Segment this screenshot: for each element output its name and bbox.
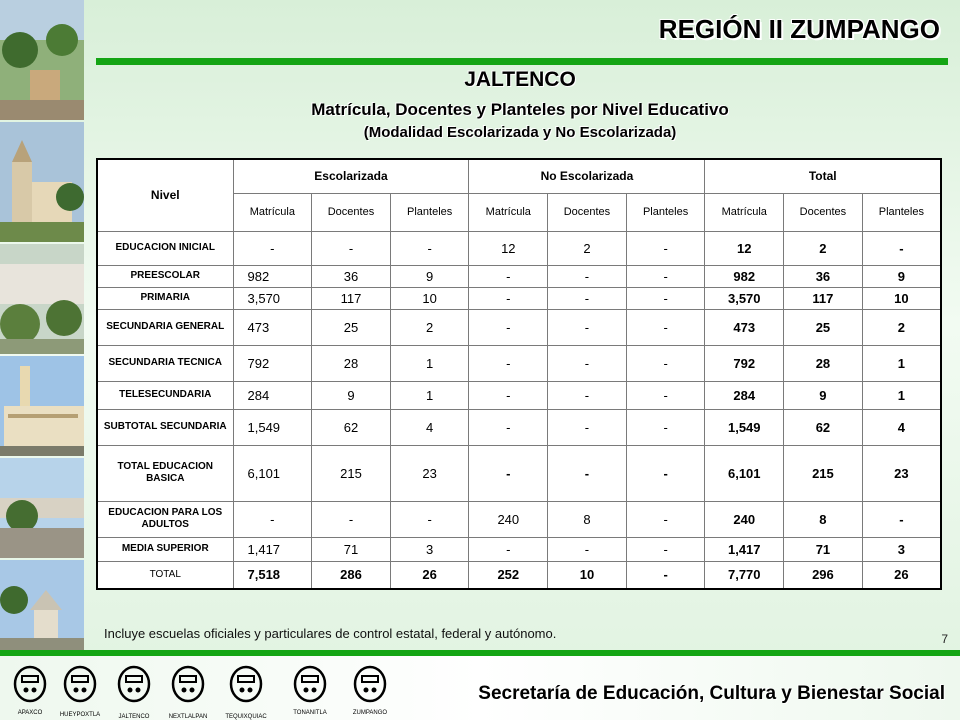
- value-cell: -: [548, 445, 627, 501]
- glyph-label: JALTENCO: [118, 714, 150, 720]
- value-cell: 71: [312, 537, 391, 561]
- glyph-label: NEXTLALPAN: [168, 714, 208, 720]
- group-header-escolarizada: Escolarizada: [233, 159, 469, 193]
- secretaria-name: Secretaría de Educación, Cultura y Bienestar Social: [478, 683, 945, 704]
- value-cell: 296: [784, 561, 863, 589]
- value-cell: 792: [233, 345, 312, 381]
- subheader: Matrícula: [469, 193, 548, 231]
- value-cell: -: [862, 231, 941, 265]
- value-cell: -: [626, 345, 705, 381]
- value-cell: 3,570: [705, 287, 784, 309]
- subheader: Matrícula: [233, 193, 312, 231]
- photo-strip: [0, 0, 84, 652]
- value-cell: 62: [312, 409, 391, 445]
- table-row: [97, 409, 941, 445]
- table-row: [97, 445, 941, 501]
- nivel-cell: SECUNDARIA GENERAL: [97, 309, 233, 345]
- value-cell: -: [626, 501, 705, 537]
- value-cell: -: [626, 381, 705, 409]
- value-cell: 1,417: [233, 537, 312, 561]
- glyph-icon-apaxco: [10, 662, 50, 704]
- value-cell: -: [626, 561, 705, 589]
- value-cell: -: [626, 231, 705, 265]
- nivel-cell: EDUCACION PARA LOS ADULTOS: [97, 501, 233, 537]
- value-cell: 1,549: [705, 409, 784, 445]
- value-cell: 7,518: [233, 561, 312, 589]
- table-row: [97, 501, 941, 537]
- subheader: Planteles: [626, 193, 705, 231]
- value-cell: -: [626, 409, 705, 445]
- value-cell: 12: [469, 231, 548, 265]
- value-cell: 240: [469, 501, 548, 537]
- table-row: [97, 265, 941, 287]
- region-title: REGIÓN II ZUMPANGO: [658, 14, 940, 44]
- value-cell: 117: [784, 287, 863, 309]
- glyph-icon-hueypoxtla: [60, 662, 100, 704]
- value-cell: 10: [862, 287, 941, 309]
- value-cell: -: [312, 501, 391, 537]
- table-row: [97, 345, 941, 381]
- value-cell: 25: [312, 309, 391, 345]
- value-cell: 473: [233, 309, 312, 345]
- subheader: Docentes: [312, 193, 391, 231]
- glyph-icon-jaltenco: [114, 662, 154, 704]
- page-title: Matrícula, Docentes y Planteles por Nivel Educativo: [311, 100, 729, 119]
- value-cell: -: [548, 345, 627, 381]
- value-cell: -: [626, 537, 705, 561]
- subheader: Planteles: [390, 193, 469, 231]
- value-cell: 215: [784, 445, 863, 501]
- value-cell: 117: [312, 287, 391, 309]
- value-cell: 4: [390, 409, 469, 445]
- glyph-label: APAXCO: [17, 710, 43, 716]
- value-cell: -: [469, 309, 548, 345]
- value-cell: 473: [705, 309, 784, 345]
- value-cell: 1: [862, 345, 941, 381]
- value-cell: 8: [784, 501, 863, 537]
- table-row: [97, 537, 941, 561]
- value-cell: 240: [705, 501, 784, 537]
- park-photo: [0, 244, 84, 354]
- value-cell: 28: [784, 345, 863, 381]
- nivel-cell: MEDIA SUPERIOR: [97, 537, 233, 561]
- page-number: 7: [941, 632, 948, 646]
- group-header-total: Total: [705, 159, 941, 193]
- value-cell: 2: [784, 231, 863, 265]
- value-cell: 792: [705, 345, 784, 381]
- value-cell: 8: [548, 501, 627, 537]
- value-cell: 62: [784, 409, 863, 445]
- value-cell: 23: [390, 445, 469, 501]
- glyph-label: TONANITLA: [293, 710, 327, 716]
- table-body: [97, 231, 941, 589]
- nivel-cell: SECUNDARIA TECNICA: [97, 345, 233, 381]
- value-cell: 982: [233, 265, 312, 287]
- subheader: Matrícula: [705, 193, 784, 231]
- value-cell: 25: [784, 309, 863, 345]
- value-cell: 6,101: [233, 445, 312, 501]
- value-cell: 1: [390, 381, 469, 409]
- nivel-cell: PRIMARIA: [97, 287, 233, 309]
- glyph-label: HUEYPOXTLA: [59, 712, 101, 718]
- table-row: [97, 231, 941, 265]
- value-cell: -: [233, 501, 312, 537]
- value-cell: -: [469, 409, 548, 445]
- value-cell: 284: [233, 381, 312, 409]
- table-row: [97, 287, 941, 309]
- value-cell: 982: [705, 265, 784, 287]
- value-cell: -: [626, 445, 705, 501]
- value-cell: -: [390, 501, 469, 537]
- value-cell: -: [548, 287, 627, 309]
- glyph-label: TEQUIXQUIAC: [225, 714, 267, 720]
- plaza-photo: [0, 0, 84, 120]
- value-cell: 26: [862, 561, 941, 589]
- value-cell: -: [548, 409, 627, 445]
- church-photo: [0, 122, 84, 242]
- value-cell: -: [469, 287, 548, 309]
- glyph-icon-nextlalpan: [168, 662, 208, 704]
- value-cell: 7,770: [705, 561, 784, 589]
- glyph-label: ZUMPANGO: [352, 710, 388, 716]
- nivel-cell: TOTAL EDUCACION BASICA: [97, 445, 233, 501]
- value-cell: -: [548, 309, 627, 345]
- table-row: [97, 381, 941, 409]
- value-cell: 10: [390, 287, 469, 309]
- subheader: Planteles: [862, 193, 941, 231]
- glyph-icon-zumpango: [350, 662, 390, 704]
- municipio-title: JALTENCO: [464, 68, 576, 91]
- value-cell: 36: [312, 265, 391, 287]
- value-cell: 26: [390, 561, 469, 589]
- value-cell: -: [548, 265, 627, 287]
- value-cell: 9: [312, 381, 391, 409]
- value-cell: 9: [862, 265, 941, 287]
- value-cell: 71: [784, 537, 863, 561]
- group-header-no-escolarizada: No Escolarizada: [469, 159, 705, 193]
- value-cell: -: [626, 287, 705, 309]
- value-cell: 284: [705, 381, 784, 409]
- table-row: [97, 561, 941, 589]
- value-cell: 1,417: [705, 537, 784, 561]
- nivel-header: Nivel: [97, 159, 233, 231]
- page-subtitle: (Modalidad Escolarizada y No Escolarizada): [363, 124, 677, 141]
- value-cell: 215: [312, 445, 391, 501]
- value-cell: 12: [705, 231, 784, 265]
- value-cell: 28: [312, 345, 391, 381]
- value-cell: 10: [548, 561, 627, 589]
- value-cell: 2: [862, 309, 941, 345]
- glyph-icon-tequixquiac: [226, 662, 266, 704]
- palace-photo: [0, 356, 84, 456]
- value-cell: 9: [390, 265, 469, 287]
- value-cell: 2: [548, 231, 627, 265]
- value-cell: -: [626, 309, 705, 345]
- nivel-cell: TOTAL: [97, 561, 233, 589]
- table-row: [97, 309, 941, 345]
- value-cell: 6,101: [705, 445, 784, 501]
- value-cell: -: [469, 445, 548, 501]
- value-cell: 4: [862, 409, 941, 445]
- glyph-icon-tonanitla: [290, 662, 330, 704]
- subheader: Docentes: [784, 193, 863, 231]
- value-cell: 9: [784, 381, 863, 409]
- value-cell: 1: [862, 381, 941, 409]
- street-photo: [0, 458, 84, 558]
- value-cell: 3: [390, 537, 469, 561]
- footnote: Incluye escuelas oficiales y particulares de control estatal, federal y autónomo.: [104, 626, 557, 641]
- value-cell: -: [469, 381, 548, 409]
- value-cell: -: [312, 231, 391, 265]
- kiosk-photo: [0, 560, 84, 652]
- value-cell: -: [233, 231, 312, 265]
- value-cell: -: [548, 381, 627, 409]
- header-divider: [96, 58, 948, 65]
- value-cell: 1,549: [233, 409, 312, 445]
- subheader: Docentes: [548, 193, 627, 231]
- value-cell: -: [390, 231, 469, 265]
- value-cell: 36: [784, 265, 863, 287]
- value-cell: 1: [390, 345, 469, 381]
- nivel-cell: SUBTOTAL SECUNDARIA: [97, 409, 233, 445]
- value-cell: -: [626, 265, 705, 287]
- value-cell: 286: [312, 561, 391, 589]
- value-cell: 2: [390, 309, 469, 345]
- value-cell: -: [469, 345, 548, 381]
- value-cell: 3,570: [233, 287, 312, 309]
- value-cell: -: [548, 537, 627, 561]
- nivel-cell: TELESECUNDARIA: [97, 381, 233, 409]
- education-table: [96, 158, 942, 590]
- nivel-cell: EDUCACION INICIAL: [97, 231, 233, 265]
- value-cell: -: [469, 537, 548, 561]
- value-cell: -: [469, 265, 548, 287]
- value-cell: 23: [862, 445, 941, 501]
- value-cell: -: [862, 501, 941, 537]
- value-cell: 3: [862, 537, 941, 561]
- value-cell: 252: [469, 561, 548, 589]
- nivel-cell: PREESCOLAR: [97, 265, 233, 287]
